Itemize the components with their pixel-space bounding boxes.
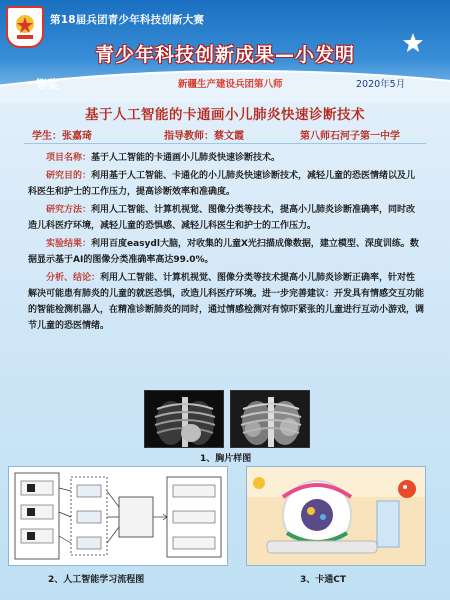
section-conclusion [28,270,424,334]
section-purpose [28,168,424,200]
section-text: 基于人工智能的卡通画小儿肺炎快速诊断技术。 [91,153,281,163]
section-name [28,150,424,166]
chest-xray-figure [144,390,314,450]
cartoon-ct-photo [246,466,426,566]
section-result [28,236,424,268]
section-label: 研究目的： [46,171,92,181]
section-method [28,202,424,234]
star-icon [402,32,424,54]
section-label: 实验结果： [46,239,92,249]
section-label: 分析、结论： [46,273,101,283]
figure-caption: 2、人工智能学习流程图 [48,575,145,585]
ai-learning-flowchart [8,466,228,566]
school-name: 第八师石河子第一中学 [300,131,400,142]
chest-xray-normal-image [144,390,224,448]
section-label: 研究方法： [46,205,92,215]
section-text: 利用人工智能、计算机视觉、图像分类等技术，提高小儿肺炎诊断准确率，同时改造儿科医疗环境，减轻儿童的恐惧感、减轻儿科医生和护士的工作压力。 [28,205,416,231]
contest-name: 第18届兵团青少年科技创新大赛 [50,14,205,26]
section-label: 项目名称： [46,153,92,163]
figure-caption: 1、胸片样图 [200,454,252,464]
section-text: 利用基于人工智能、卡通化的小儿肺炎快速诊断技术，减轻儿童的恐医情绪以及儿科医生和护士的工作压力，提高诊断效率和准确度。 [28,171,416,197]
award-level: 一等奖 [24,77,59,91]
chest-xray-pneumonia-image [230,390,310,448]
teacher-name: 指导教师：蔡文霞 [164,131,244,142]
project-title: 基于人工智能的卡通画小儿肺炎快速诊断技术 [85,107,365,123]
organization: 新疆生产建设兵团第八师 [178,79,283,90]
project-description [28,150,424,336]
poster-main-title: 青少年科技创新成果—小发明 [94,44,355,66]
date: 2020年5月 [356,79,406,90]
student-name: 学生：张嘉琦 [32,131,92,142]
section-text: 利用人工智能、计算机视觉、图像分类等技术提高小儿肺炎诊断正确率，针对性解决可能患有肺炎的儿童的就医恐惧，改造儿科医疗环境。进一步完善建议：开发具有情感交互功能的智能检测机器人，在精准诊断肺炎的同时，通过情感检测对有惊吓紧张的儿童进行互动小游戏，调节儿童的恐医情绪。 [28,273,425,331]
divider [24,143,426,144]
figure-caption: 3、卡通CT [300,575,347,585]
section-text: 利用百度easydl大脑，对收集的儿童X光扫描成像数据，建立模型、深度训练。数据显示基于AI的图像分类准确率高达99.0%。 [28,239,419,265]
